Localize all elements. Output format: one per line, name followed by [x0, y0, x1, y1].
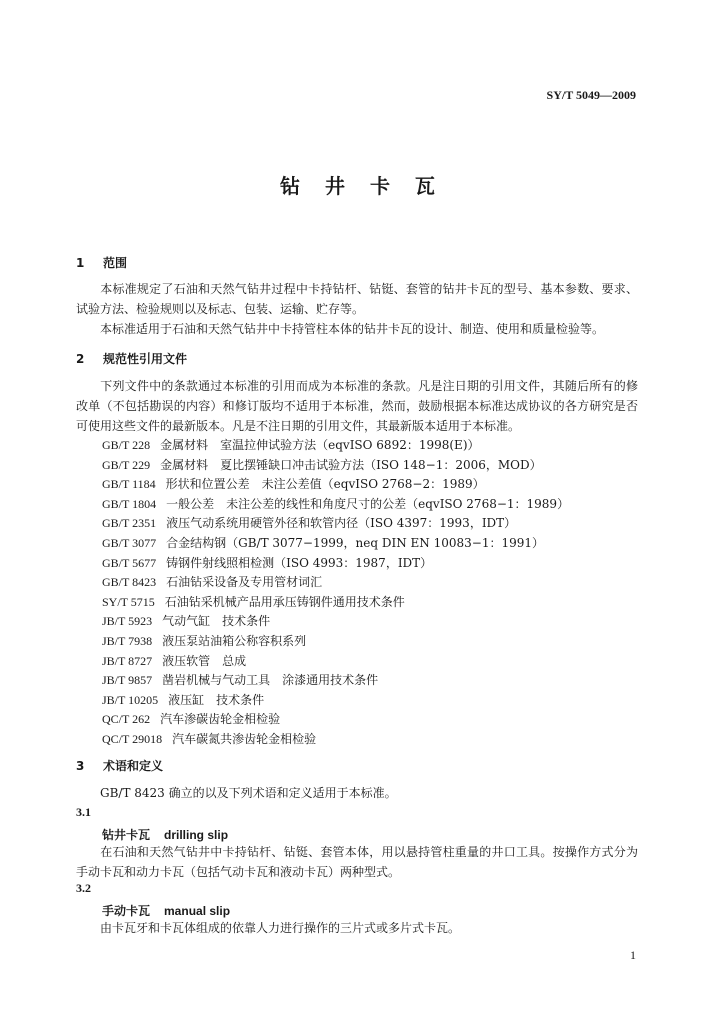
reference-title: 铸钢件射线照相检测（ISO 4993：1987，IDT）	[166, 555, 433, 570]
reference-code: QC/T 29018	[102, 731, 163, 746]
reference-code: JB/T 5923	[102, 614, 153, 629]
term-zh: 手动卡瓦	[102, 904, 151, 918]
reference-title: 形状和位置公差 未注公差值（eqvISO 2768−2：1989）	[165, 477, 485, 492]
reference-code: QC/T 262	[102, 712, 151, 727]
reference-code: GB/T 228	[102, 438, 151, 452]
reference-list	[102, 436, 569, 750]
document-title: 钻 井 卡 瓦	[280, 174, 444, 198]
reference-code: JB/T 9857	[102, 673, 153, 688]
reference-code: GB/T 2351	[102, 516, 157, 531]
reference-item	[102, 436, 569, 456]
reference-title: 石油钻采设备及专用管材词汇	[166, 575, 323, 590]
reference-code: GB/T 5677	[102, 555, 157, 570]
term-definition: 由卡瓦牙和卡瓦体组成的依靠人力进行操作的三片式或多片式卡瓦。	[100, 921, 461, 935]
section-heading-terms	[76, 757, 163, 774]
section-number: 3	[76, 759, 85, 773]
reference-title: 金属材料 室温拉伸试验方法（eqvISO 6892：1998(E)）	[160, 438, 480, 452]
reference-item	[102, 593, 569, 613]
reference-code: GB/T 1184	[102, 477, 156, 492]
reference-code: JB/T 8727	[102, 653, 153, 668]
section-title: 规范性引用文件	[103, 352, 188, 366]
reference-item	[102, 534, 569, 554]
section-heading-normative-references	[76, 350, 187, 367]
reference-title: 汽车渗碳齿轮金相检验	[160, 712, 281, 727]
reference-title: 气动气缸 技术条件	[162, 614, 271, 629]
terms-intro-paragraph: GB/T 8423 确立的以及下列术语和定义适用于本标准。	[100, 786, 397, 800]
reference-code: JB/T 10205	[102, 692, 159, 707]
scope-paragraph-1: 本标准规定了石油和天然气钻井过程中卡持钻杆、钻铤、套管的钻井卡瓦的型号、基本参数、要求、试验方法、检验规则以及标志、包装、运输、贮存等。	[76, 282, 638, 316]
reference-title: 液压气动系统用硬管外径和软管内径（ISO 4397：1993，IDT）	[166, 516, 517, 531]
reference-item	[102, 573, 569, 593]
reference-title: 石油钻采机械产品用承压铸钢件通用技术条件	[164, 594, 405, 609]
reference-title: 液压泵站油箱公称容积系列	[162, 633, 307, 648]
reference-title: 凿岩机械与气动工具 涂漆通用技术条件	[162, 673, 379, 688]
term-heading	[102, 902, 230, 919]
reference-code: JB/T 7938	[102, 633, 153, 648]
section-number: 1	[76, 256, 85, 270]
reference-title: 合金结构钢（GB/T 3077−1999，neq DIN EN 10083−1：1991）	[166, 535, 545, 550]
page-number: 1	[630, 948, 636, 962]
reference-code: GB/T 8423	[102, 575, 157, 590]
reference-item	[102, 475, 569, 495]
scope-paragraph-2: 本标准适用于石油和天然气钻井中卡持管柱本体的钻井卡瓦的设计、制造、使用和质量检验等。	[100, 322, 605, 336]
reference-item	[102, 710, 569, 730]
section-title: 术语和定义	[103, 759, 164, 773]
term-en: drilling slip	[164, 828, 229, 842]
reference-item	[102, 730, 569, 750]
term-heading	[102, 826, 228, 843]
reference-item	[102, 612, 569, 632]
term-zh: 钻井卡瓦	[102, 828, 151, 842]
clause-number: 3.2	[76, 881, 91, 895]
section-title: 范围	[103, 256, 128, 270]
reference-item	[102, 456, 569, 476]
term-en: manual slip	[164, 904, 231, 918]
reference-title: 汽车碳氮共渗齿轮金相检验	[172, 731, 317, 746]
reference-title: 金属材料 夏比摆锤缺口冲击试验方法（ISO 148−1：2006，MOD）	[160, 457, 542, 472]
reference-item	[102, 495, 569, 515]
reference-item	[102, 652, 569, 672]
reference-item	[102, 554, 569, 574]
reference-code: GB/T 1804	[102, 496, 157, 511]
reference-code: GB/T 3077	[102, 535, 157, 550]
reference-item	[102, 671, 569, 691]
term-definition: 在石油和天然气钻井中卡持钻杆、钻铤、套管本体，用以悬持管柱重量的井口工具。按操作方式分为手动卡瓦和动力卡瓦（包括气动卡瓦和液动卡瓦）两种型式。	[76, 845, 638, 879]
reference-title: 液压软管 总成	[162, 653, 247, 668]
reference-item	[102, 632, 569, 652]
reference-code: GB/T 229	[102, 457, 151, 472]
reference-item	[102, 514, 569, 534]
references-intro-paragraph: 下列文件中的条款通过本标准的引用而成为本标准的条款。凡是注日期的引用文件，其随后所有的修改单（不包括勘误的内容）和修订版均不适用于本标准，然而，鼓励根据本标准达成协议的各方研究是否可使用这些文件的最新版本。凡是不注日期的引用文件，其最新版本适用于本标准。	[76, 379, 638, 433]
reference-item	[102, 691, 569, 711]
reference-title: 液压缸 技术条件	[168, 692, 265, 707]
reference-title: 一般公差 未注公差的线性和角度尺寸的公差（eqvISO 2768−1：1989）	[166, 496, 570, 511]
section-number: 2	[76, 352, 85, 366]
clause-number: 3.1	[76, 805, 91, 819]
section-heading-scope	[76, 254, 127, 271]
reference-code: SY/T 5715	[102, 594, 155, 609]
standard-code: SY/T 5049—2009	[546, 88, 636, 102]
